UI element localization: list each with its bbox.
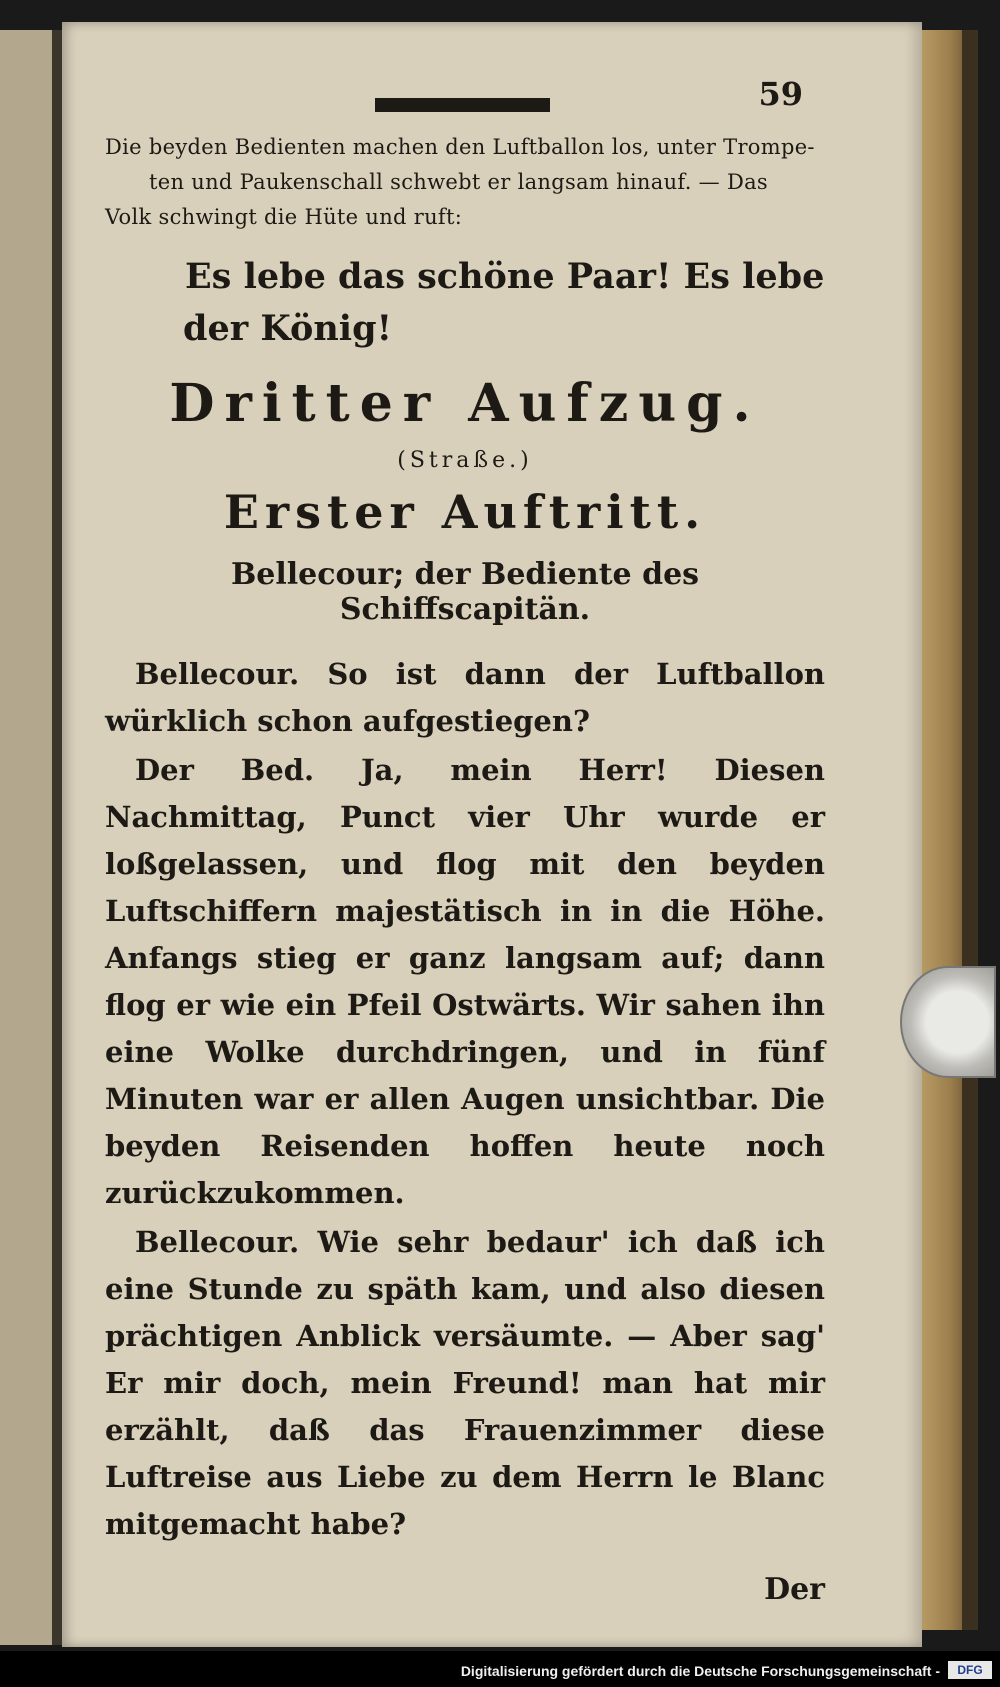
left-page-edge <box>0 30 55 1645</box>
character-list: Bellecour; der Bediente des Schiffscapitän. <box>230 557 700 627</box>
stage-direction-line: Die beyden Bedienten machen den Luftballon los, unter Trompe- <box>105 135 815 159</box>
funding-credit: Digitalisierung gefördert durch die Deutsche Forschungsgemeinschaft - <box>460 1663 940 1679</box>
dialogue-text: Der Bed. Ja, mein Herr! Diesen Nachmittag, Punct vier Uhr wurde er loßgelassen, und flog mit den beyden Luftschiffern majestätisch in in die Höhe. Anfangs stieg er ganz langsam auf; dann flog er wie ein Pfeil Ostwärts. Wir sahen ihn eine Wolke durchdringen, und in fünf Minuten war er allen Augen unsichtbar. Die beyden Reisenden hoffen heute noch zurückzukommen. <box>105 753 825 1210</box>
footer-bar <box>0 1651 1000 1687</box>
dialogue-text: Bellecour. So ist dann der Luftballon würklich schon aufgestiegen? <box>105 657 825 738</box>
shout-line: Es lebe das schöne Paar! Es lebe <box>185 256 825 297</box>
page-number: 59 <box>758 75 803 113</box>
dialogue-text: Bellecour. Wie sehr bedaur' ich daß ich eine Stunde zu späth kam, und also diesen prächtigen Anblick versäumte. — Aber sag' Er mir doch, mein Freund! man hat mir erzählt, daß das Frauenzimmer diese Luftreise aus Liebe zu dem Herrn le Blanc mitgemacht habe? <box>105 1225 825 1541</box>
stage-direction-line: Volk schwingt die Hüte und ruft: <box>105 205 463 229</box>
page-header <box>105 60 825 130</box>
page-clip-icon <box>900 966 996 1078</box>
dialogue-paragraph <box>105 1219 825 1548</box>
catchword: Der <box>764 1572 825 1607</box>
dialogue-paragraph <box>105 747 825 1217</box>
crowd-shout <box>185 251 825 355</box>
act-title: Dritter Aufzug. <box>169 373 761 434</box>
page-content <box>105 60 825 1607</box>
scene-setting: (Straße.) <box>397 448 533 473</box>
dialogue-paragraph <box>105 651 825 745</box>
book-gutter <box>52 30 62 1645</box>
book-cover-edge <box>962 30 978 1630</box>
stage-direction <box>105 130 825 235</box>
scene-title: Erster Auftritt. <box>223 485 707 539</box>
dfg-logo: DFG <box>948 1661 992 1679</box>
stage-direction-line: ten und Paukenschall schwebt er langsam hinauf. — Das <box>149 170 768 194</box>
shout-line: der König! <box>183 308 392 349</box>
ornamental-rule <box>375 98 550 112</box>
